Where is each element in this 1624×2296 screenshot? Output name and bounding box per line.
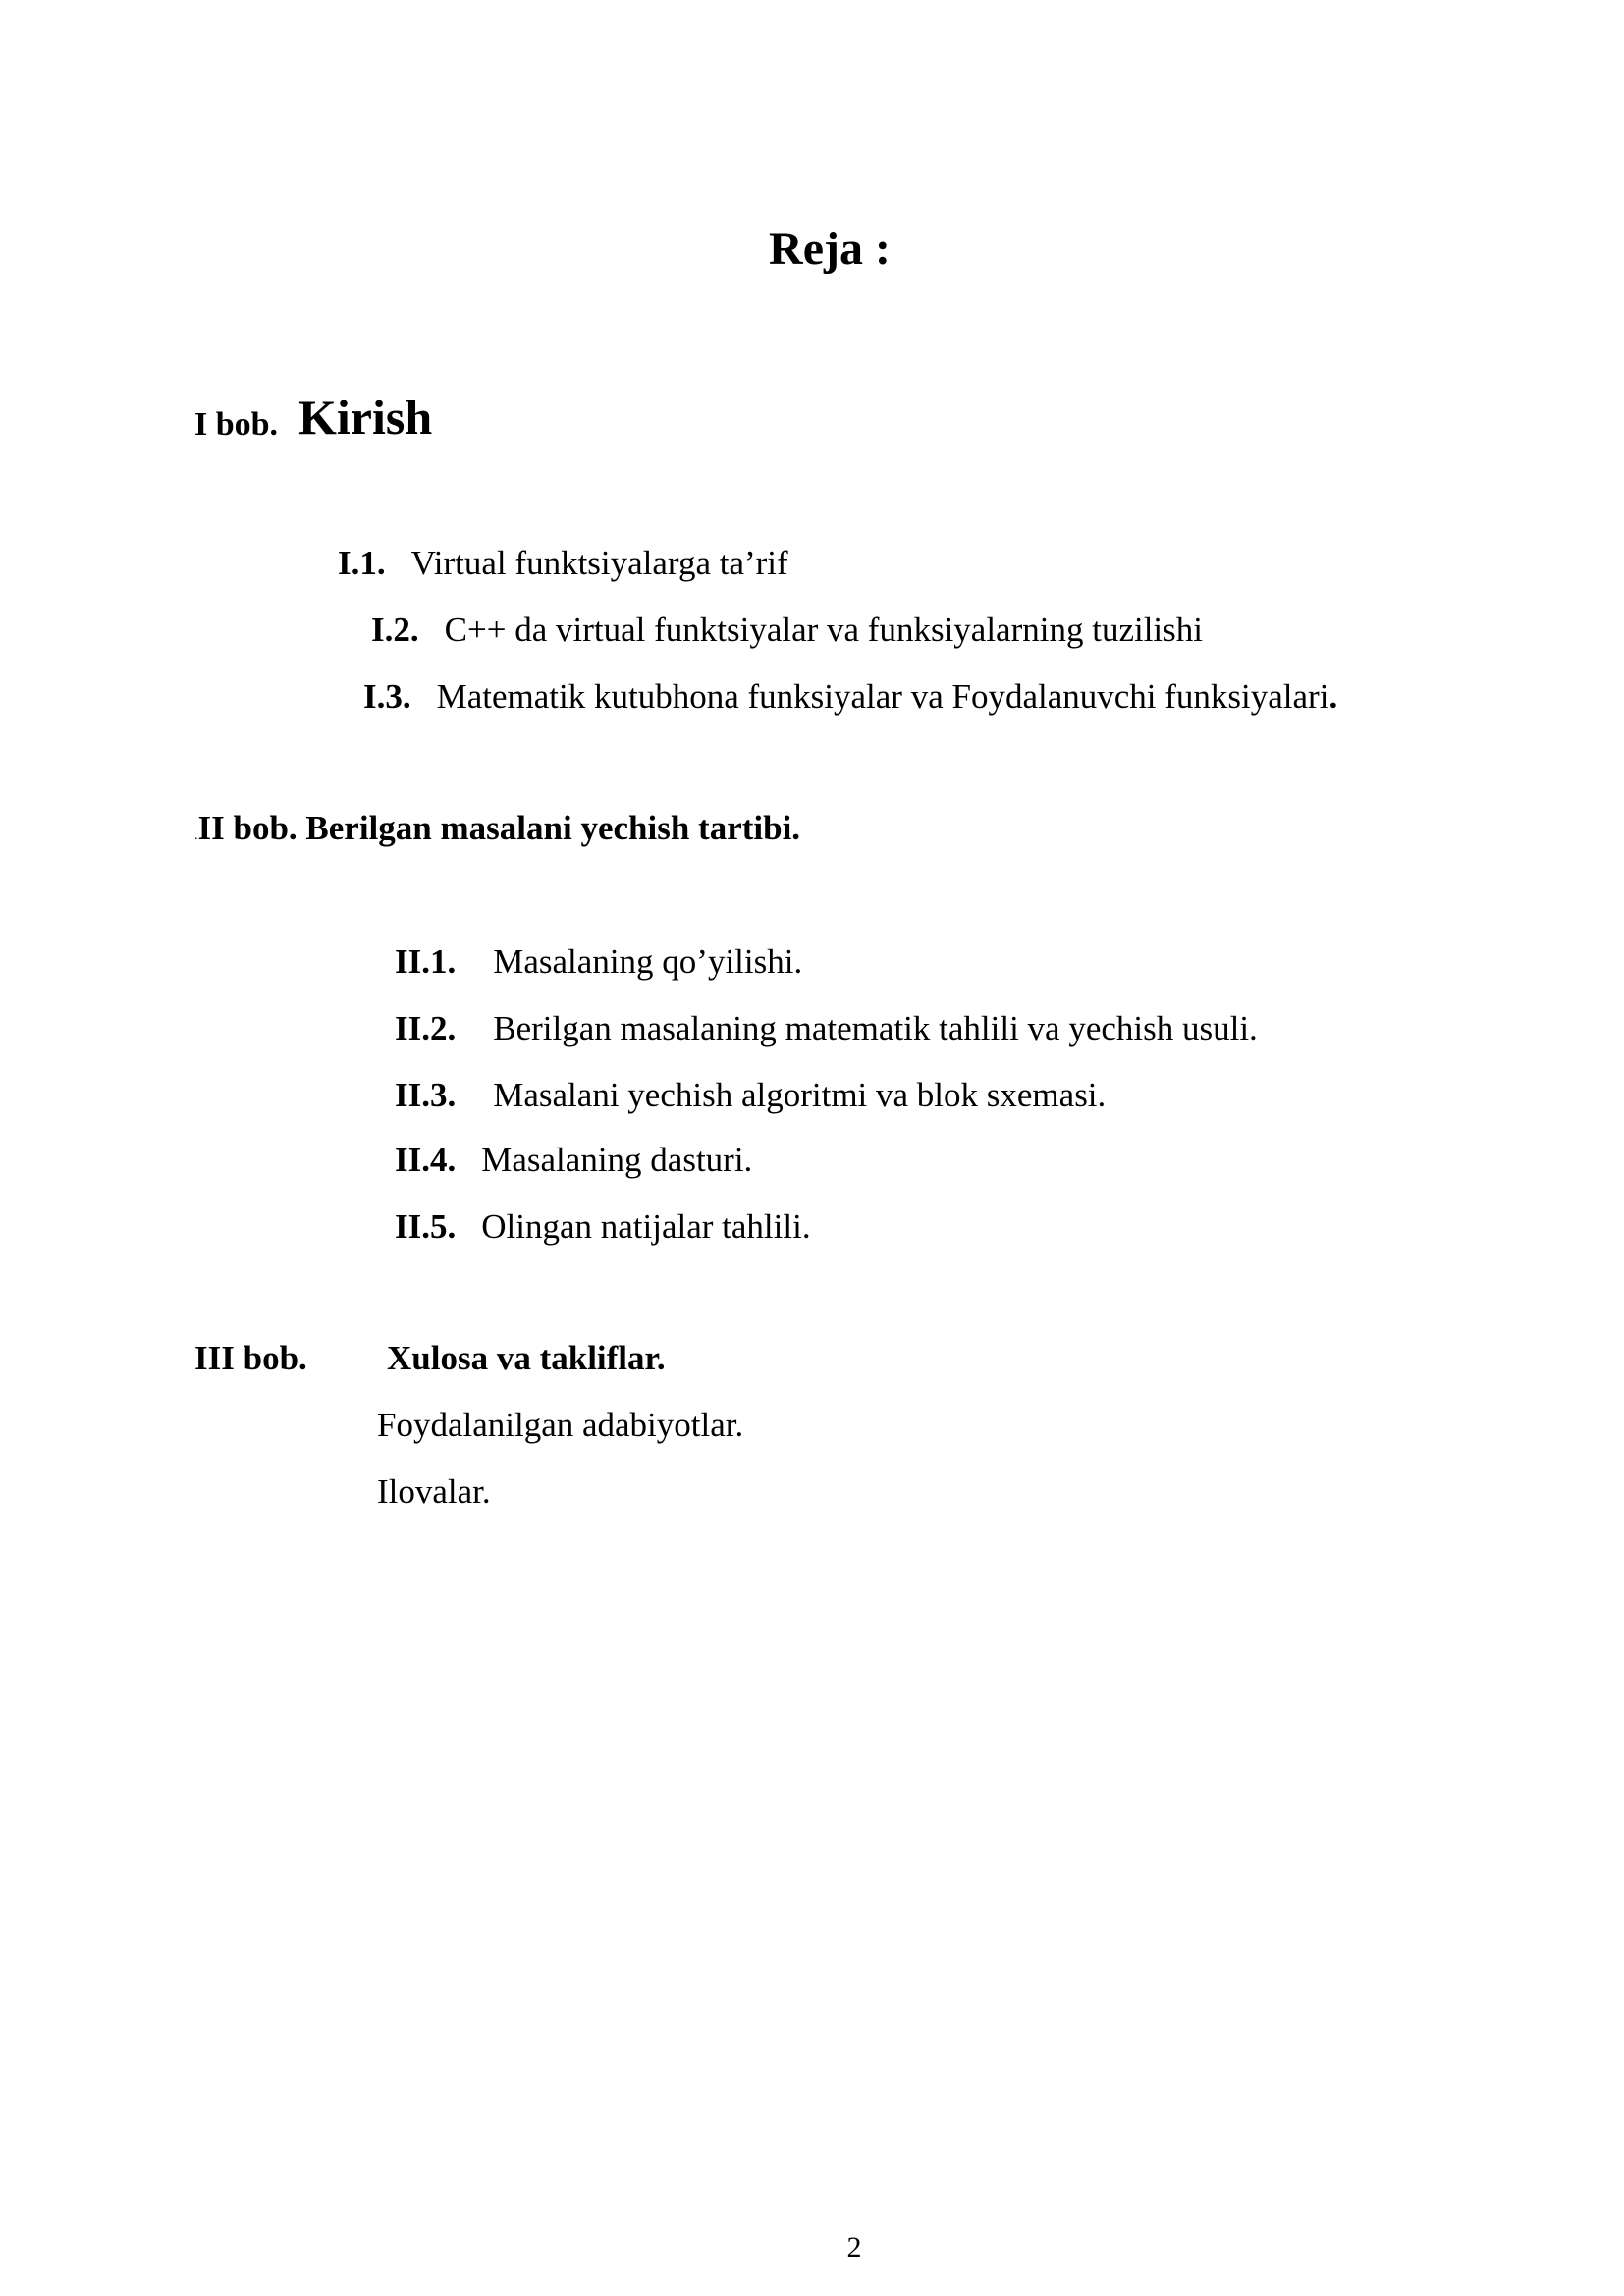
toc-item-1-1	[338, 546, 788, 580]
toc-item-text: Matematik kutubhona funksiyalar va Foydalanuvchi funksiyalari	[436, 677, 1329, 716]
toc-item-text: Virtual funktsiyalarga ta’rif	[410, 544, 788, 582]
toc-item-1-2	[371, 613, 1203, 647]
references-entry: Foydalanilgan adabiyotlar.	[377, 1406, 744, 1444]
page-number: 2	[846, 2231, 862, 2264]
toc-item-number: II.4.	[395, 1141, 457, 1179]
toc-item-text: Masalaning qo’yilishi.	[493, 942, 803, 981]
toc-item-trailing-dot: .	[1328, 677, 1338, 716]
page-title: Reja :	[769, 223, 891, 275]
toc-item-number: I.1.	[338, 544, 386, 582]
toc-item-1-3	[363, 679, 1337, 714]
toc-item-number: II.1.	[395, 942, 457, 981]
toc-item-2-4	[395, 1143, 752, 1177]
chapter-1-number: I bob.	[194, 406, 279, 443]
toc-item-number: I.3.	[363, 677, 411, 716]
toc-item-text: Masalaning dasturi.	[481, 1141, 753, 1179]
chapter-1-title: Kirish	[298, 390, 433, 445]
toc-item-number: II.5.	[395, 1207, 457, 1246]
toc-item-2-2	[395, 1011, 1258, 1045]
toc-item-2-5	[395, 1209, 811, 1244]
chapter-2-prefix: .	[194, 828, 198, 843]
toc-item-2-1	[395, 944, 802, 979]
appendices-entry: Ilovalar.	[377, 1472, 491, 1511]
toc-item-number: I.2.	[371, 611, 419, 649]
chapter-2-heading	[194, 811, 800, 845]
toc-item-text: C++ da virtual funktsiyalar va funksiyalarning tuzilishi	[444, 611, 1204, 649]
chapter-3-number: III bob.	[194, 1339, 307, 1377]
toc-item-2-3	[395, 1078, 1106, 1112]
toc-item-text: Olingan natijalar tahlili.	[481, 1207, 811, 1246]
toc-item-number: II.2.	[395, 1009, 457, 1047]
chapter-3-title: Xulosa va takliflar.	[387, 1339, 666, 1377]
toc-item-text: Berilgan masalaning matematik tahlili va yechish usuli.	[493, 1009, 1258, 1047]
toc-item-text: Masalani yechish algoritmi va blok sxemasi.	[493, 1076, 1107, 1114]
toc-item-number: II.3.	[395, 1076, 457, 1114]
chapter-2-title: II bob. Berilgan masalani yechish tartibi.	[197, 809, 801, 847]
